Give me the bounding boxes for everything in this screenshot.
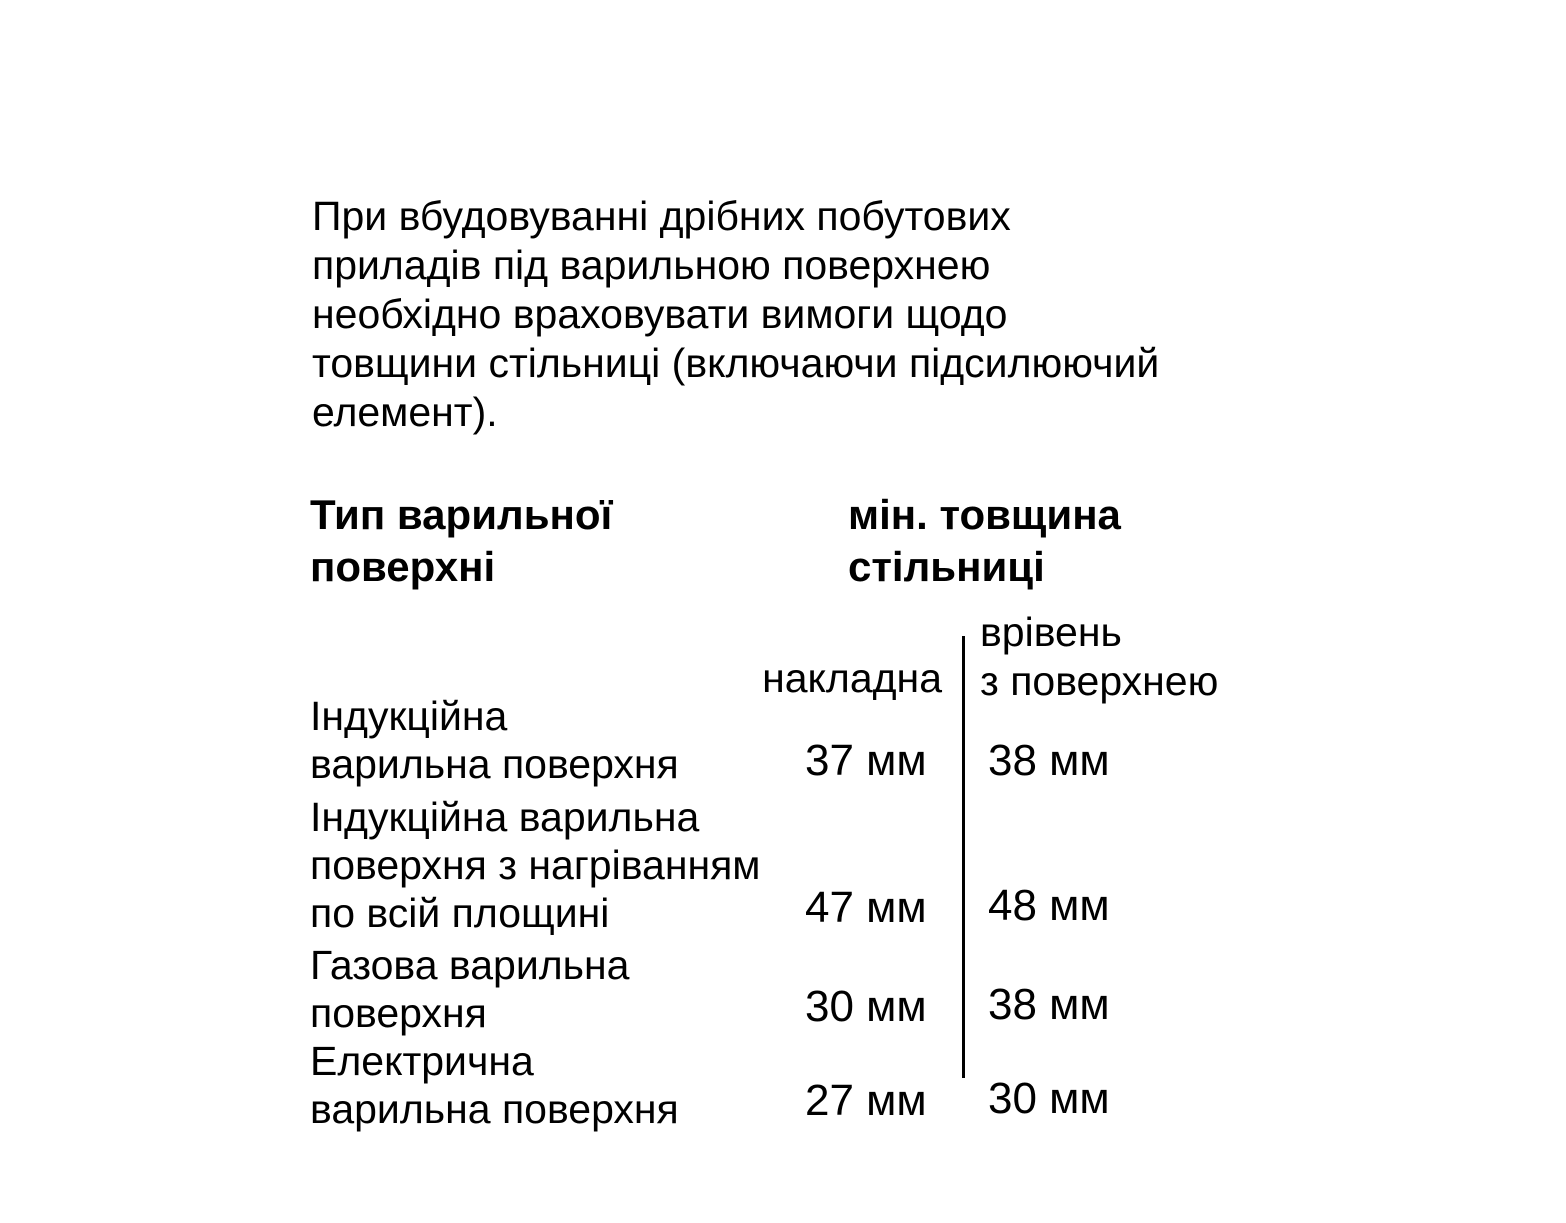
row-type-gas: Газова варильна поверхня: [310, 942, 630, 1036]
row-flush-induction-full-area: 48 мм: [988, 881, 1110, 930]
subheader-overlay: накладна: [762, 655, 942, 701]
subheader-flush: врівень з поверхнею: [980, 609, 1219, 704]
row-overlay-gas: 30 мм: [805, 982, 927, 1031]
row-flush-induction: 38 мм: [988, 736, 1110, 785]
row-type-electric: Електрична варильна поверхня: [310, 1038, 679, 1132]
row-overlay-induction: 37 мм: [805, 736, 927, 785]
column-header-min-thickness: мін. товщина стільниці: [848, 491, 1121, 590]
row-type-induction: Індукційна варильна поверхня: [310, 693, 679, 787]
column-header-hob-type: Тип варильної поверхні: [310, 491, 613, 590]
row-overlay-induction-full-area: 47 мм: [805, 883, 927, 932]
intro-paragraph: При вбудовуванні дрібних побутових приладів під варильною поверхнею необхідно враховувати вимоги щодо товщини стільниці (включаючи підсилюючий елемент).: [312, 193, 1160, 435]
row-type-induction-full-area: Індукційна варильна поверхня з нагріванням по всій площині: [310, 794, 761, 936]
row-flush-gas: 38 мм: [988, 980, 1110, 1029]
row-overlay-electric: 27 мм: [805, 1076, 927, 1125]
row-flush-electric: 30 мм: [988, 1074, 1110, 1123]
column-divider: [962, 636, 965, 1078]
